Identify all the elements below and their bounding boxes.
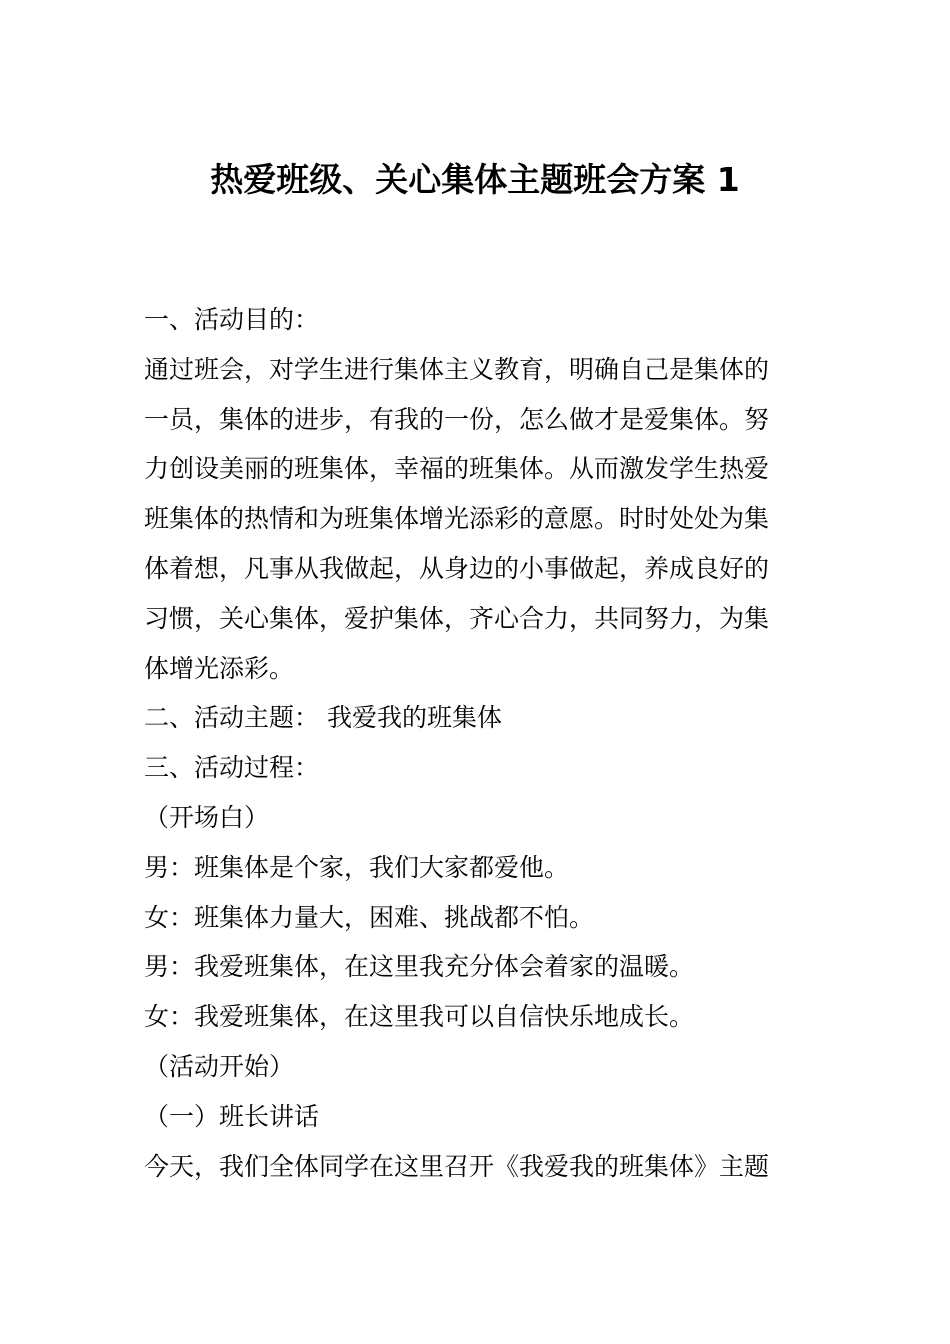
paragraph-line: 今天，我们全体同学在这里召开《我爱我的班集体》主题 xyxy=(144,1151,770,1181)
stage-label-opening: （开场白） xyxy=(144,802,270,832)
section-heading-theme: 二、活动主题： 我爱我的班集体 xyxy=(144,703,502,733)
paragraph-line: 力创设美丽的班集体，幸福的班集体。从而激发学生热爱 xyxy=(144,454,770,484)
dialogue-line: 男：班集体是个家，我们大家都爱他。 xyxy=(144,852,570,882)
section-heading-purpose: 一、活动目的： xyxy=(144,305,320,334)
paragraph-line: 体着想，凡事从我做起，从身边的小事做起，养成良好的 xyxy=(144,553,770,583)
paragraph-line: 习惯，关心集体，爱护集体，齐心合力，共同努力，为集 xyxy=(144,603,770,633)
paragraph-line: 一员，集体的进步，有我的一份，怎么做才是爱集体。努 xyxy=(144,404,770,434)
paragraph-line: 班集体的热情和为班集体增光添彩的意愿。时时处处为集 xyxy=(144,504,770,534)
document-title: 热爱班级、关心集体主题班会方案 1 xyxy=(210,160,740,199)
dialogue-line: 女：班集体力量大，困难、挑战都不怕。 xyxy=(144,902,595,932)
document-body xyxy=(144,295,810,1191)
paragraph-line: 体增光添彩。 xyxy=(144,653,295,683)
subsection-heading-monitor-speech: （一）班长讲话 xyxy=(144,1101,320,1131)
dialogue-line: 男：我爱班集体，在这里我充分体会着家的温暖。 xyxy=(144,952,695,982)
stage-label-start: （活动开始） xyxy=(144,1051,295,1081)
paragraph-line: 通过班会，对学生进行集体主义教育，明确自己是集体的 xyxy=(144,354,770,384)
section-heading-process: 三、活动过程： xyxy=(144,753,320,783)
dialogue-line: 女：我爱班集体，在这里我可以自信快乐地成长。 xyxy=(144,1002,695,1032)
